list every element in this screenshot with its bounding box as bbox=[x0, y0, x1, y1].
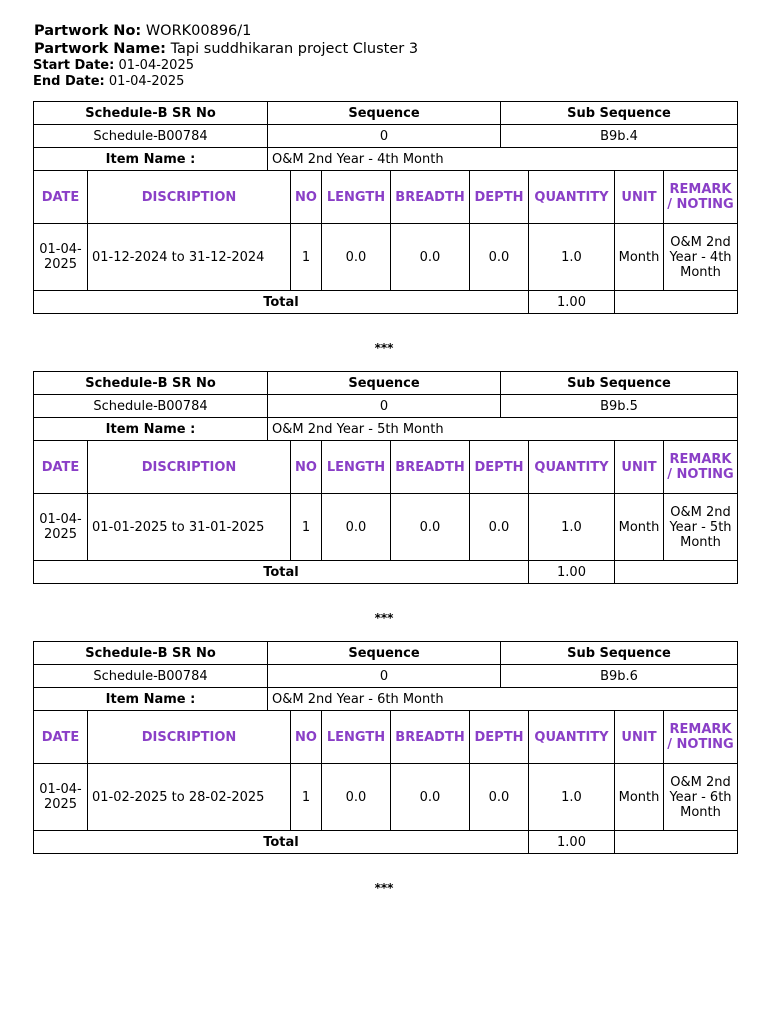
section-separator: *** bbox=[374, 611, 394, 625]
measurement-block bbox=[33, 371, 737, 584]
row-quantity: 1.0 bbox=[529, 224, 615, 291]
total-quantity: 1.00 bbox=[529, 561, 615, 584]
col-date: DATE bbox=[34, 711, 88, 764]
measurement-block bbox=[33, 641, 737, 854]
measurement-table bbox=[33, 710, 738, 854]
schedule-sr-header: Schedule-B SR No bbox=[34, 642, 268, 665]
sequence-header: Sequence bbox=[268, 372, 501, 395]
schedule-sr-header: Schedule-B SR No bbox=[34, 102, 268, 125]
column-header-row bbox=[34, 171, 738, 224]
row-depth: 0.0 bbox=[470, 494, 529, 561]
row-date: 01-04-2025 bbox=[34, 494, 88, 561]
item-name-value: O&M 2nd Year - 4th Month bbox=[268, 148, 738, 171]
measurement-table bbox=[33, 170, 738, 314]
measurement-table bbox=[33, 440, 738, 584]
col-no: NO bbox=[291, 441, 322, 494]
partwork-name-label: Partwork Name: bbox=[34, 41, 166, 57]
total-label: Total bbox=[34, 561, 529, 584]
partwork-name-value: Tapi suddhikaran project Cluster 3 bbox=[170, 41, 419, 57]
col-depth: DEPTH bbox=[470, 711, 529, 764]
row-no: 1 bbox=[291, 494, 322, 561]
col-unit: UNIT bbox=[615, 171, 664, 224]
measurement-block bbox=[33, 101, 737, 314]
col-length: LENGTH bbox=[322, 171, 391, 224]
column-header-row bbox=[34, 711, 738, 764]
table-row bbox=[34, 494, 738, 561]
col-depth: DEPTH bbox=[470, 441, 529, 494]
total-row bbox=[34, 561, 738, 584]
row-length: 0.0 bbox=[322, 494, 391, 561]
total-empty-cell bbox=[615, 831, 738, 854]
sub-sequence-header: Sub Sequence bbox=[501, 372, 738, 395]
col-date: DATE bbox=[34, 171, 88, 224]
section-separator: *** bbox=[374, 341, 394, 355]
row-unit: Month bbox=[615, 764, 664, 831]
item-name-value: O&M 2nd Year - 5th Month bbox=[268, 418, 738, 441]
col-unit: UNIT bbox=[615, 711, 664, 764]
schedule-sr-value: Schedule-B00784 bbox=[34, 665, 268, 688]
row-length: 0.0 bbox=[322, 764, 391, 831]
table-row bbox=[34, 764, 738, 831]
column-header-row bbox=[34, 441, 738, 494]
col-breadth: BREADTH bbox=[391, 711, 470, 764]
schedule-sr-header: Schedule-B SR No bbox=[34, 372, 268, 395]
sub-sequence-header: Sub Sequence bbox=[501, 102, 738, 125]
col-remark: REMARK / NOTING bbox=[664, 441, 738, 494]
col-no: NO bbox=[291, 711, 322, 764]
col-length: LENGTH bbox=[322, 711, 391, 764]
row-depth: 0.0 bbox=[470, 764, 529, 831]
col-breadth: BREADTH bbox=[391, 441, 470, 494]
row-date: 01-04-2025 bbox=[34, 224, 88, 291]
start-date-line bbox=[33, 58, 418, 74]
col-description: DISCRIPTION bbox=[88, 441, 291, 494]
item-name-label: Item Name : bbox=[34, 148, 268, 171]
partwork-header bbox=[33, 22, 418, 90]
row-date: 01-04-2025 bbox=[34, 764, 88, 831]
schedule-sr-value: Schedule-B00784 bbox=[34, 395, 268, 418]
total-empty-cell bbox=[615, 291, 738, 314]
row-breadth: 0.0 bbox=[391, 764, 470, 831]
total-row bbox=[34, 291, 738, 314]
schedule-table bbox=[33, 371, 738, 441]
sequence-value: 0 bbox=[268, 395, 501, 418]
total-label: Total bbox=[34, 831, 529, 854]
start-date-label: Start Date: bbox=[33, 58, 115, 73]
row-quantity: 1.0 bbox=[529, 764, 615, 831]
col-length: LENGTH bbox=[322, 441, 391, 494]
partwork-no-label: Partwork No: bbox=[34, 23, 142, 39]
total-empty-cell bbox=[615, 561, 738, 584]
row-description: 01-01-2025 to 31-01-2025 bbox=[88, 494, 291, 561]
section-separator: *** bbox=[374, 881, 394, 895]
row-unit: Month bbox=[615, 494, 664, 561]
total-row bbox=[34, 831, 738, 854]
row-description: 01-02-2025 to 28-02-2025 bbox=[88, 764, 291, 831]
col-date: DATE bbox=[34, 441, 88, 494]
sub-sequence-header: Sub Sequence bbox=[501, 642, 738, 665]
sequence-value: 0 bbox=[268, 125, 501, 148]
sub-sequence-value: B9b.5 bbox=[501, 395, 738, 418]
row-breadth: 0.0 bbox=[391, 224, 470, 291]
row-remark: O&M 2nd Year - 6th Month bbox=[664, 764, 738, 831]
end-date-value: 01-04-2025 bbox=[108, 74, 185, 89]
schedule-table bbox=[33, 101, 738, 171]
row-remark: O&M 2nd Year - 5th Month bbox=[664, 494, 738, 561]
start-date-value: 01-04-2025 bbox=[118, 58, 194, 73]
col-breadth: BREADTH bbox=[391, 171, 470, 224]
item-name-value: O&M 2nd Year - 6th Month bbox=[268, 688, 738, 711]
total-label: Total bbox=[34, 291, 529, 314]
row-depth: 0.0 bbox=[470, 224, 529, 291]
col-quantity: QUANTITY bbox=[529, 441, 615, 494]
row-no: 1 bbox=[291, 764, 322, 831]
end-date-label: End Date: bbox=[33, 74, 105, 89]
sub-sequence-value: B9b.4 bbox=[501, 125, 738, 148]
col-unit: UNIT bbox=[615, 441, 664, 494]
row-description: 01-12-2024 to 31-12-2024 bbox=[88, 224, 291, 291]
col-remark: REMARK / NOTING bbox=[664, 171, 738, 224]
row-unit: Month bbox=[615, 224, 664, 291]
item-name-label: Item Name : bbox=[34, 418, 268, 441]
table-row bbox=[34, 224, 738, 291]
col-quantity: QUANTITY bbox=[529, 711, 615, 764]
col-quantity: QUANTITY bbox=[529, 171, 615, 224]
schedule-sr-value: Schedule-B00784 bbox=[34, 125, 268, 148]
col-remark: REMARK / NOTING bbox=[664, 711, 738, 764]
partwork-no-line bbox=[33, 22, 418, 40]
schedule-table bbox=[33, 641, 738, 711]
partwork-name-line bbox=[33, 40, 418, 58]
end-date-line bbox=[33, 74, 418, 90]
sequence-header: Sequence bbox=[268, 642, 501, 665]
sequence-header: Sequence bbox=[268, 102, 501, 125]
col-description: DISCRIPTION bbox=[88, 171, 291, 224]
partwork-no-value: WORK00896/1 bbox=[145, 23, 252, 39]
item-name-label: Item Name : bbox=[34, 688, 268, 711]
sub-sequence-value: B9b.6 bbox=[501, 665, 738, 688]
col-description: DISCRIPTION bbox=[88, 711, 291, 764]
col-no: NO bbox=[291, 171, 322, 224]
col-depth: DEPTH bbox=[470, 171, 529, 224]
row-quantity: 1.0 bbox=[529, 494, 615, 561]
row-breadth: 0.0 bbox=[391, 494, 470, 561]
row-length: 0.0 bbox=[322, 224, 391, 291]
sequence-value: 0 bbox=[268, 665, 501, 688]
row-remark: O&M 2nd Year - 4th Month bbox=[664, 224, 738, 291]
row-no: 1 bbox=[291, 224, 322, 291]
total-quantity: 1.00 bbox=[529, 291, 615, 314]
total-quantity: 1.00 bbox=[529, 831, 615, 854]
